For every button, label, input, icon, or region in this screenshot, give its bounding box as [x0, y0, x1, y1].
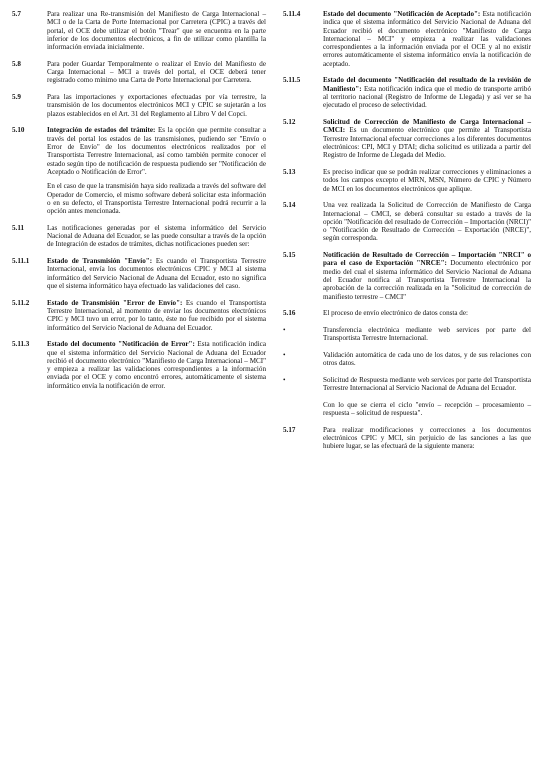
section-number: 5.11.1 [12, 257, 30, 266]
section-text: Para poder Guardar Temporalmente o realizar el Envío del Manifiesto de Carga Internacional – MCI a través del portal, el OCE deberá tener registrado como mínimo una Carta de Porte Internacional por Carretera. [47, 59, 266, 85]
closing-paragraph: Con lo que se cierra el ciclo "envío – recepción – procesamiento – respuesta – solicitud de respuesta". [323, 400, 531, 418]
section-number: 5.16 [283, 309, 296, 318]
section-text: Es la opción que permite consultar a través del portal los estados de las transmisiones, pudiendo ser "Envío o Error de Envío" de los documentos electrónicos realizados por el Transportista Terrestre Internacional, así como también permite conocer el estado según tipo de notificación de respuesta pudiendo ser "Notificación de Aceptado o Notificación de Error". [47, 126, 266, 176]
section-text: Para realizar modificaciones y correcciones a los documentos electrónicos CPIC y MCI, sin perjuicio de las sanciones a las que hubiere lugar, se las efectuará de la siguiente manera: [323, 425, 531, 451]
section-5-16 [283, 309, 531, 317]
section-5-14 [283, 201, 531, 242]
section-title: Integración de estados del trámite: [47, 126, 156, 135]
section-5-15 [283, 251, 531, 301]
section-5-11-4 [283, 10, 531, 68]
section-5-11-1 [12, 257, 266, 290]
section-text: Es preciso indicar que se podrán realizar correcciones y eliminaciones a todos los campos excepto el MRN, MSN, Número de CPIC y Número de MCI en los documentos electrónicos que aplique. [323, 167, 531, 193]
section-number: 5.15 [283, 251, 296, 260]
section-text: Para realizar una Re-transmisión del Manifiesto de Carga Internacional – MCI o de la Carta de Porte Internacional por Carretera (CPIC) a través del portal, el OCE debe utilizar el botón "Trear" que se encuentra en la parte inferior de los documentos electrónicos, a fin de utilizar como plantilla la información enviada inicialmente. [47, 10, 266, 52]
section-number: 5.13 [283, 167, 296, 176]
section-number: 5.17 [283, 425, 296, 434]
section-text: Esta notificación indica que el sistema informático del Servicio Nacional de Aduana del Ecuador recibió el documento electrónico "Manifiesto de Carga Internacional – MCI" y empieza a realizar las validaciones correspondientes a la información enviada por el OCE y como encontró errores, automáticamente el sistema informático envía la notificación de error. [47, 340, 266, 390]
list-item-text: Validación automática de cada uno de los datos, y de sus relaciones con otros datos. [323, 350, 531, 368]
section-5-11-5 [283, 76, 531, 109]
section-number: 5.11.4 [283, 10, 301, 18]
section-text: Es cuando el Transportista Terrestre Internacional, envía los documentos electrónicos CPIC y MCI al sistema informático del Servicio Nacional de Aduana del Ecuador, esto no significa que el sistema informático haya efectuado las validaciones del caso. [47, 257, 266, 290]
section-number: 5.14 [283, 201, 296, 210]
list-item [283, 376, 531, 393]
list-item-text: Solicitud de Respuesta mediante web services por parte del Transportista Terrestre Internacional al Servicio Nacional de Aduana del Ecuador. [323, 375, 531, 393]
section-text: Una vez realizada la Solicitud de Corrección de Manifiesto de Carga Internacional – CMCI, se deberá consultar su estado a través de la opción "Notificación del resultado de Corrección – Importación (NRCI)" o "Notificación de Resultado de Corrección – Exportación (NRCE)", según corresponda. [323, 201, 531, 243]
section-title: Estado del documento "Notificación del resultado de la revisión de Manifiesto": [323, 76, 531, 93]
section-text: Esta notificación indica que el medio de transporte arribó al territorio nacional (Registro de Informe de Llegada) y así ver se ha ejecutado el proceso de selectividad. [323, 84, 531, 110]
section-number: 5.9 [12, 93, 21, 102]
section-title: Solicitud de Corrección de Manifiesto de Carga Internacional – CMCI: [323, 118, 531, 135]
bullet-marker: • [283, 350, 286, 359]
section-text: Para las importaciones y exportaciones efectuadas por vía terrestre, la transmisión de los documentos electrónicos MCI y CPIC se sujetarán a los plazos establecidos en el Art. 31 del Reglamento al Libro V del Copci. [47, 93, 266, 118]
section-title: Estado de Transmisión "Envío": [47, 257, 153, 266]
section-5-9 [12, 93, 266, 118]
section-text: Las notificaciones generadas por el sistema informático del Servicio Nacional de Aduana del Ecuador, se las puede consultar a través de la opción de Integración de estados de trámites, dichas notificaciones pueden ser: [47, 223, 266, 249]
section-number: 5.10 [12, 126, 25, 135]
left-column [12, 10, 266, 398]
section-5-11-2 [12, 299, 266, 332]
section-title: Estado del documento "Notificación de Error": [47, 340, 195, 349]
section-number: 5.11 [12, 223, 25, 232]
section-5-11-3 [12, 340, 266, 390]
section-5-11 [12, 224, 266, 249]
bullet-marker: • [283, 325, 286, 334]
section-5-8 [12, 60, 266, 85]
bullet-marker: • [283, 375, 286, 384]
section-paragraph: En el caso de que la transmisión haya sido realizada a través del software del Operador de Comercio, el mismo software deberá solicitar esta información o en su defecto, el Transportista Terrestre Internacional podrá recurrir a la opción antes mencionada. [47, 182, 266, 216]
section-title: Estado de Transmisión "Error de Envío": [47, 298, 183, 307]
section-number: 5.8 [12, 59, 21, 68]
section-title: Notificación de Resultado de Corrección – Importación "NRCI" o para el caso de Exportación "NRCE": [323, 251, 531, 268]
section-number: 5.11.2 [12, 298, 30, 307]
section-number: 5.12 [283, 118, 296, 127]
section-5-17 [283, 426, 531, 451]
list-item [283, 326, 531, 343]
section-number: 5.11.5 [283, 76, 301, 85]
section-text: Esta notificación indica que el sistema informático del Servicio Nacional de Aduana del Ecuador recibió el documento electrónico "Manifiesto de Carga Internacional – MCI" y empieza a realizar las validaciones correspondientes a la información enviada por el OCE y al no existir errores automáticamente el sistema informático envía la notificación de aceptado. [323, 10, 531, 68]
section-5-12 [283, 118, 531, 159]
section-title: Estado del documento "Notificación de Aceptado": [323, 10, 481, 18]
section-text: Es un documento electrónico que permite al Transportista Terrestre Internacional efectuar correcciones a los diferentes documentos electrónicos: CPI, MCI y DTAI; dicha solicitud es utilizada a partir del Registro de Informe de Llegada del Medio. [323, 126, 531, 160]
section-number: 5.7 [12, 10, 21, 18]
section-number: 5.11.3 [12, 340, 30, 349]
section-5-7 [12, 10, 266, 51]
section-text: El proceso de envío electrónico de datos consta de: [323, 309, 468, 318]
right-column [283, 10, 531, 459]
section-text: Es cuando el Transportista Terrestre Internacional, al momento de enviar los documentos electrónicos CPIC y MCI tuvo un error, por lo tanto, éste no fue recibido por el sistema informático del Servicio Nacional de Aduana del Ecuador. [47, 298, 266, 332]
list-item-text: Transferencia electrónica mediante web services por parte del Transportista Terrestre Internacional. [323, 325, 531, 343]
section-5-10 [12, 126, 266, 215]
section-5-13 [283, 168, 531, 193]
list-item [283, 351, 531, 368]
section-text: Documento electrónico por medio del cual el sistema informático del Servicio Nacional de Aduana del Ecuador notifica al Transportista Terrestre Internacional la aprobación de la corrección realizada en la "Solicitud de corrección de manifiesto terrestre – CMCI" [323, 259, 531, 301]
